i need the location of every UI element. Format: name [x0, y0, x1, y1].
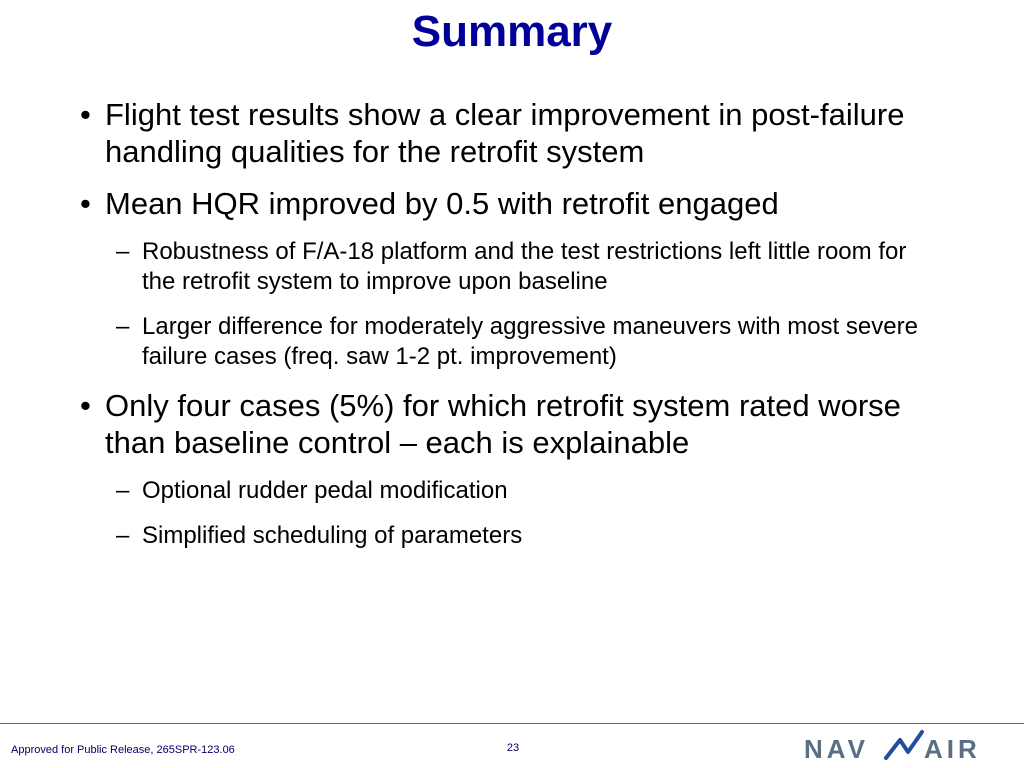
sub-bullet-marker: –: [116, 313, 130, 340]
logo-text-right: AIR: [924, 734, 981, 764]
sub-bullet-marker: –: [116, 477, 130, 504]
bullet-marker: •: [80, 186, 91, 221]
sub-bullet-item: [78, 312, 918, 372]
bullet-list: [78, 96, 918, 566]
bullet-marker: •: [80, 97, 91, 132]
sub-bullet-item: [78, 521, 918, 551]
bullet-item: [78, 185, 918, 222]
logo-swoosh-icon: [886, 732, 922, 758]
bullet-text: Flight test results show a clear improvement in post-failure handling qualities for the retrofit system: [105, 97, 905, 169]
navair-logo: [800, 728, 1000, 764]
sub-bullet-text: Simplified scheduling of parameters: [142, 522, 523, 549]
bullet-text: Mean HQR improved by 0.5 with retrofit engaged: [105, 186, 779, 221]
bullet-item: [78, 96, 918, 170]
slide-title: Summary: [411, 7, 613, 56]
release-statement: Approved for Public Release, 265SPR-123.06: [11, 744, 235, 756]
logo-text-left: NAV: [804, 734, 869, 764]
sub-bullet-item: [78, 476, 918, 506]
sub-bullet-text: Robustness of F/A-18 platform and the test restrictions left little room for the retrofit system to improve upon baseline: [142, 238, 907, 295]
sub-bullet-marker: –: [116, 238, 130, 265]
sub-bullet-marker: –: [116, 522, 130, 549]
sub-bullet-item: [78, 237, 918, 297]
bullet-text: Only four cases (5%) for which retrofit system rated worse than baseline control – each is explainable: [105, 388, 901, 460]
sub-bullet-text: Larger difference for moderately aggressive maneuvers with most severe failure cases (freq. saw 1-2 pt. improvement): [142, 313, 918, 370]
bullet-marker: •: [80, 388, 91, 423]
sub-bullet-text: Optional rudder pedal modification: [142, 477, 508, 504]
page-number: 23: [506, 742, 520, 754]
footer-divider: [0, 723, 1024, 724]
bullet-item: [78, 387, 918, 461]
